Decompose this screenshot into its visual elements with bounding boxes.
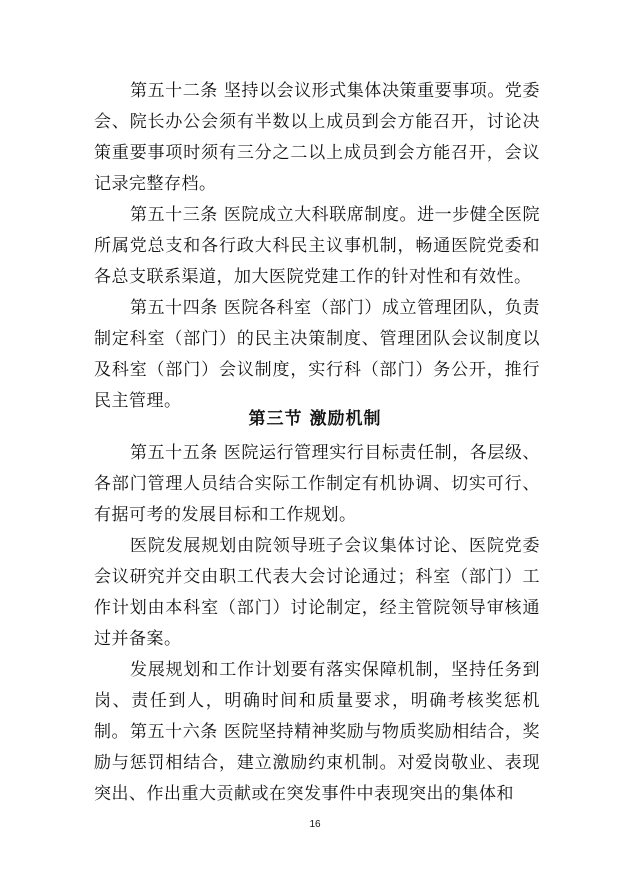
article-55-paragraph: 第五十五条 医院运行管理实行目标责任制，各层级、各部门管理人员结合实际工作制定有机协调、切实可行、有据可考的发展目标和工作规划。	[94, 443, 540, 525]
page-number: 16	[309, 819, 321, 830]
section-heading: 第三节 激励机制	[248, 409, 382, 429]
development-plan-paragraph: 医院发展规划由院领导班子会议集体讨论、医院党委会议研究并交由职工代表大会讨论通过；科室（部门）工作计划由本科室（部门）讨论制定，经主管院领导审核通过并备案。	[94, 536, 540, 649]
article-56-paragraph: 第五十六条 医院坚持精神奖励与物质奖励相结合，奖励与惩罚相结合，建立激励约束机制。对爱岗敬业、表现突出、作出重大贡献或在突发事件中表现突出的集体和	[94, 722, 540, 804]
implementation-paragraph: 发展规划和工作计划要有落实保障机制，坚持任务到岗、责任到人，明确时间和质量要求，明确考核奖惩机制。	[94, 660, 540, 742]
article-52-paragraph: 第五十二条 坚持以会议形式集体决策重要事项。党委会、院长办公会须有半数以上成员到会方能召开，讨论决策重要事项时须有三分之二以上成员到会方能召开，会议记录完整存档。	[94, 81, 540, 194]
article-53-paragraph: 第五十三条 医院成立大科联席制度。进一步健全医院所属党总支和各行政大科民主议事机制，畅通医院党委和各总支联系渠道，加大医院党建工作的针对性和有效性。	[94, 205, 540, 287]
article-54-paragraph: 第五十四条 医院各科室（部门）成立管理团队，负责制定科室（部门）的民主决策制度、管理团队会议制度以及科室（部门）会议制度，实行科（部门）务公开，推行民主管理。	[94, 298, 540, 411]
